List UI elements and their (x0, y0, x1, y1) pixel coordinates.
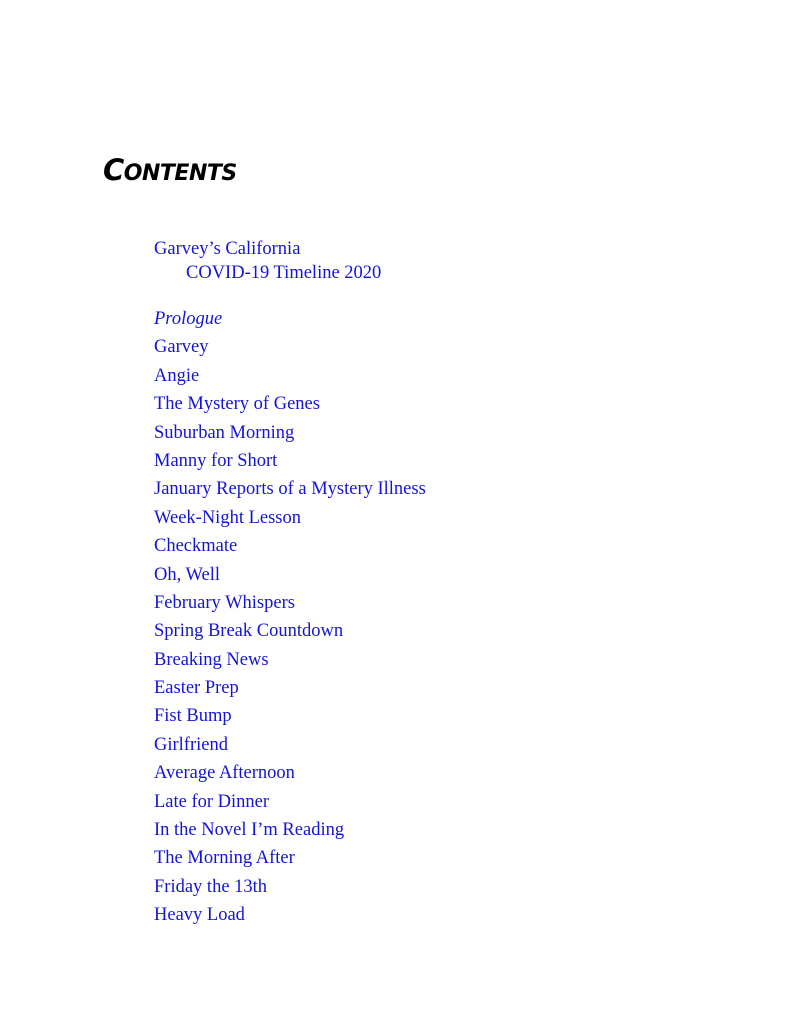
toc-link[interactable]: Late for Dinner (154, 791, 270, 812)
toc-link-timeline[interactable] (154, 237, 426, 285)
toc-link[interactable]: Breaking News (154, 649, 269, 670)
toc-link[interactable]: February Whispers (154, 592, 295, 613)
toc-link[interactable]: Heavy Load (154, 905, 245, 926)
toc-link[interactable]: The Mystery of Genes (154, 394, 320, 415)
toc-link[interactable]: In the Novel I’m Reading (154, 820, 345, 841)
toc-link[interactable]: Spring Break Countdown (154, 621, 344, 642)
toc-link[interactable]: Manny for Short (154, 450, 278, 471)
toc-link[interactable]: Suburban Morning (154, 422, 295, 443)
toc-link[interactable]: Week-Night Lesson (154, 507, 301, 528)
toc-link[interactable]: The Morning After (154, 848, 295, 869)
toc-link[interactable]: Fist Bump (154, 706, 232, 727)
page-title-initial: C (103, 153, 124, 187)
toc-link-timeline-line2: COVID-19 Timeline 2020 (186, 263, 382, 283)
page-title-rest: ONTENTS (123, 161, 237, 186)
toc-link[interactable]: Girlfriend (154, 734, 228, 755)
toc-link[interactable]: Easter Prep (154, 678, 239, 699)
toc-link[interactable]: Oh, Well (154, 564, 220, 585)
toc-link[interactable]: Checkmate (154, 536, 238, 557)
toc-link[interactable]: Garvey (154, 337, 209, 358)
toc-link-timeline-line1: Garvey’s California (154, 239, 301, 259)
toc-link[interactable]: Prologue (154, 309, 223, 329)
toc-link[interactable]: January Reports of a Mystery Illness (154, 479, 426, 500)
toc-entry-list (154, 305, 426, 930)
page-title (103, 153, 237, 187)
toc-link[interactable]: Average Afternoon (154, 763, 295, 784)
toc-link[interactable]: Friday the 13th (154, 876, 268, 897)
toc-link[interactable]: Angie (154, 365, 200, 386)
table-of-contents (154, 237, 426, 930)
